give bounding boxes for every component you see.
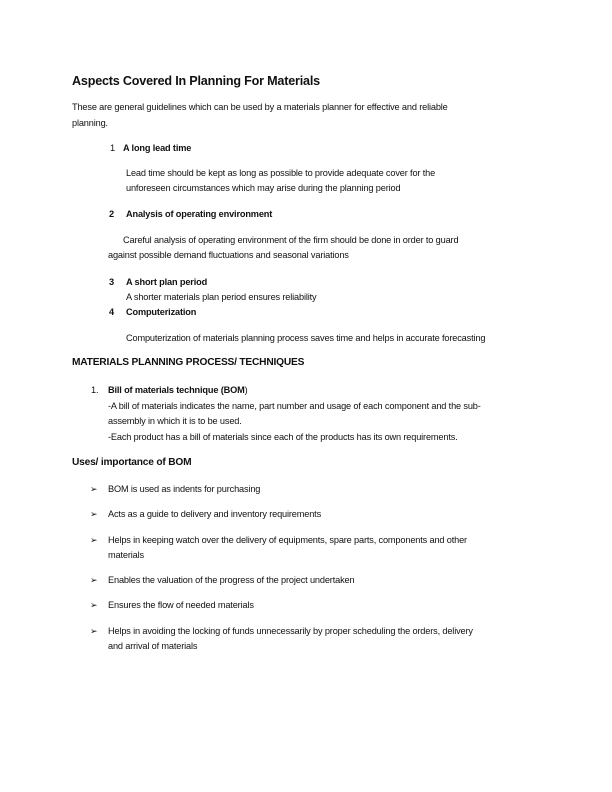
process-item-heading [108, 384, 248, 396]
section-heading: MATERIALS PLANNING PROCESS/ TECHNIQUES [72, 357, 305, 368]
list-item: Helps in avoiding the locking of funds unnecessarily by proper scheduling the orders, delivery [108, 626, 473, 636]
aspect-text: Computerization of materials planning process saves time and helps in accurate forecasting [126, 333, 486, 343]
list-item-continued: materials [108, 550, 144, 560]
page-title: Aspects Covered In Planning For Materials [72, 74, 320, 88]
list-item: Helps in keeping watch over the delivery of equipments, spare parts, components and other [108, 535, 467, 545]
aspect-number: 4 [109, 307, 114, 317]
process-item-number: 1. [91, 385, 99, 395]
aspect-number: 1 [110, 143, 115, 153]
process-text: assembly in which it is to be used. [108, 416, 242, 426]
arrow-bullet-icon: ➢ [90, 600, 98, 610]
aspect-heading: Computerization [126, 307, 197, 317]
list-item: Enables the valuation of the progress of the project undertaken [108, 575, 355, 585]
arrow-bullet-icon: ➢ [90, 575, 98, 585]
arrow-bullet-icon: ➢ [90, 484, 98, 494]
list-item: Ensures the flow of needed materials [108, 600, 254, 610]
aspect-heading: A short plan period [126, 277, 208, 287]
process-text: -Each product has a bill of materials since each of the products has its own requirements. [108, 432, 458, 442]
aspect-number: 2 [109, 209, 114, 219]
process-item-heading-bold: Bill of materials technique (BOM [108, 385, 245, 395]
aspect-text: unforeseen circumstances which may arise during the planning period [126, 183, 401, 193]
aspect-heading: A long lead time [123, 143, 192, 153]
aspect-text: Careful analysis of operating environment of the firm should be done in order to guard [123, 235, 459, 245]
list-item-continued: and arrival of materials [108, 641, 198, 651]
intro-line: planning. [72, 118, 108, 128]
list-item: BOM is used as indents for purchasing [108, 484, 261, 494]
arrow-bullet-icon: ➢ [90, 535, 98, 545]
process-text: -A bill of materials indicates the name, part number and usage of each component and the sub- [108, 401, 481, 411]
aspect-text: against possible demand fluctuations and seasonal variations [108, 250, 349, 260]
intro-line: These are general guidelines which can be used by a materials planner for effective and reliable [72, 102, 448, 112]
process-item-heading-close: ) [244, 385, 248, 395]
arrow-bullet-icon: ➢ [90, 509, 98, 519]
aspect-text: Lead time should be kept as long as possible to provide adequate cover for the [126, 168, 436, 178]
section-heading: Uses/ importance of BOM [72, 457, 192, 468]
aspect-heading: Analysis of operating environment [126, 209, 273, 219]
list-item: Acts as a guide to delivery and inventory requirements [108, 509, 322, 519]
aspect-text: A shorter materials plan period ensures reliability [126, 292, 317, 302]
aspect-number: 3 [109, 277, 114, 287]
arrow-bullet-icon: ➢ [90, 626, 98, 636]
